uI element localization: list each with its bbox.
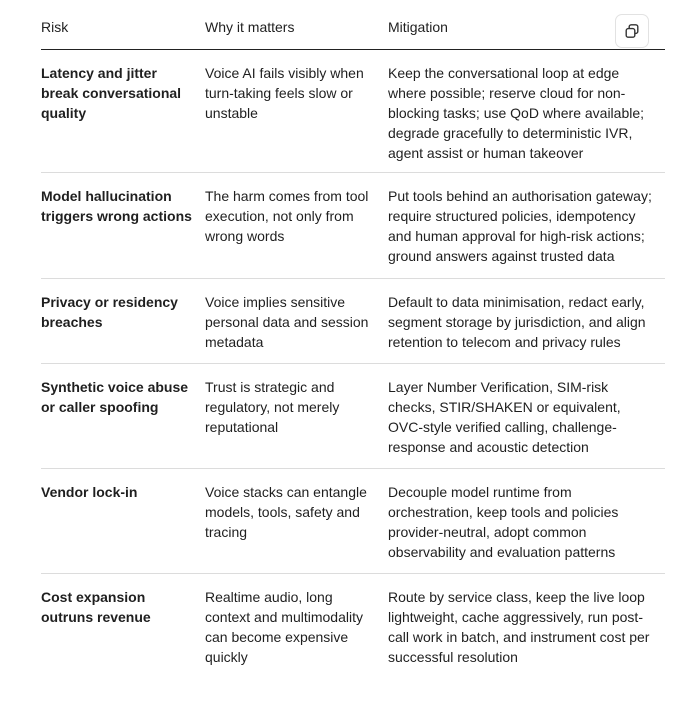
- risk-cell: Privacy or residency breaches: [41, 294, 178, 330]
- risk-cell: Synthetic voice abuse or caller spoofing: [41, 379, 189, 415]
- risk-cell: Cost expansion outruns revenue: [41, 589, 151, 625]
- table-row: [41, 50, 665, 173]
- mitigation-cell: Layer Number Verification, SIM-risk checks, STIR/SHAKEN or equivalent, OVC-style verified calling, challenge-response and acoustic detection: [388, 379, 621, 455]
- mitigation-cell: Decouple model runtime from orchestration, keep tools and policies provider-neutral, adopt common observability and evaluation patterns: [388, 484, 619, 560]
- why-cell: Trust is strategic and regulatory, not merely reputational: [205, 379, 340, 435]
- header-why-it-matters: Why it matters: [205, 18, 295, 35]
- risk-cell: Latency and jitter break conversational quality: [41, 65, 182, 121]
- table-row: [41, 574, 665, 694]
- table-header-row: [41, 0, 665, 50]
- copy-button[interactable]: [615, 14, 649, 48]
- copy-icon: [624, 23, 640, 39]
- table-row: [41, 364, 665, 469]
- header-risk: Risk: [41, 18, 69, 35]
- mitigation-cell: Put tools behind an authorisation gateway; require structured policies, idempotency and human approval for high-risk actions; ground answers against trusted data: [388, 188, 652, 264]
- table-row: [41, 279, 665, 364]
- why-cell: The harm comes from tool execution, not only from wrong words: [205, 188, 369, 244]
- risk-cell: Model hallucination triggers wrong actions: [41, 188, 192, 224]
- header-mitigation: Mitigation: [388, 18, 448, 35]
- table-row: [41, 173, 665, 279]
- risk-table: [41, 0, 665, 694]
- why-cell: Voice AI fails visibly when turn-taking feels slow or unstable: [205, 65, 364, 121]
- why-cell: Realtime audio, long context and multimodality can become expensive quickly: [205, 589, 363, 665]
- table-row: [41, 469, 665, 574]
- why-cell: Voice implies sensitive personal data and session metadata: [205, 294, 369, 350]
- mitigation-cell: Default to data minimisation, redact early, segment storage by jurisdiction, and align retention to telecom and privacy rules: [388, 294, 646, 350]
- mitigation-cell: Route by service class, keep the live loop lightweight, cache aggressively, run post-call work in batch, and instrument cost per successful resolution: [388, 589, 650, 665]
- why-cell: Voice stacks can entangle models, tools, safety and tracing: [205, 484, 367, 540]
- risk-cell: Vendor lock-in: [41, 484, 138, 500]
- mitigation-cell: Keep the conversational loop at edge where possible; reserve cloud for non-blocking tasks; use QoD where available; degrade gracefully to deterministic IVR, agent assist or human takeover: [388, 65, 645, 161]
